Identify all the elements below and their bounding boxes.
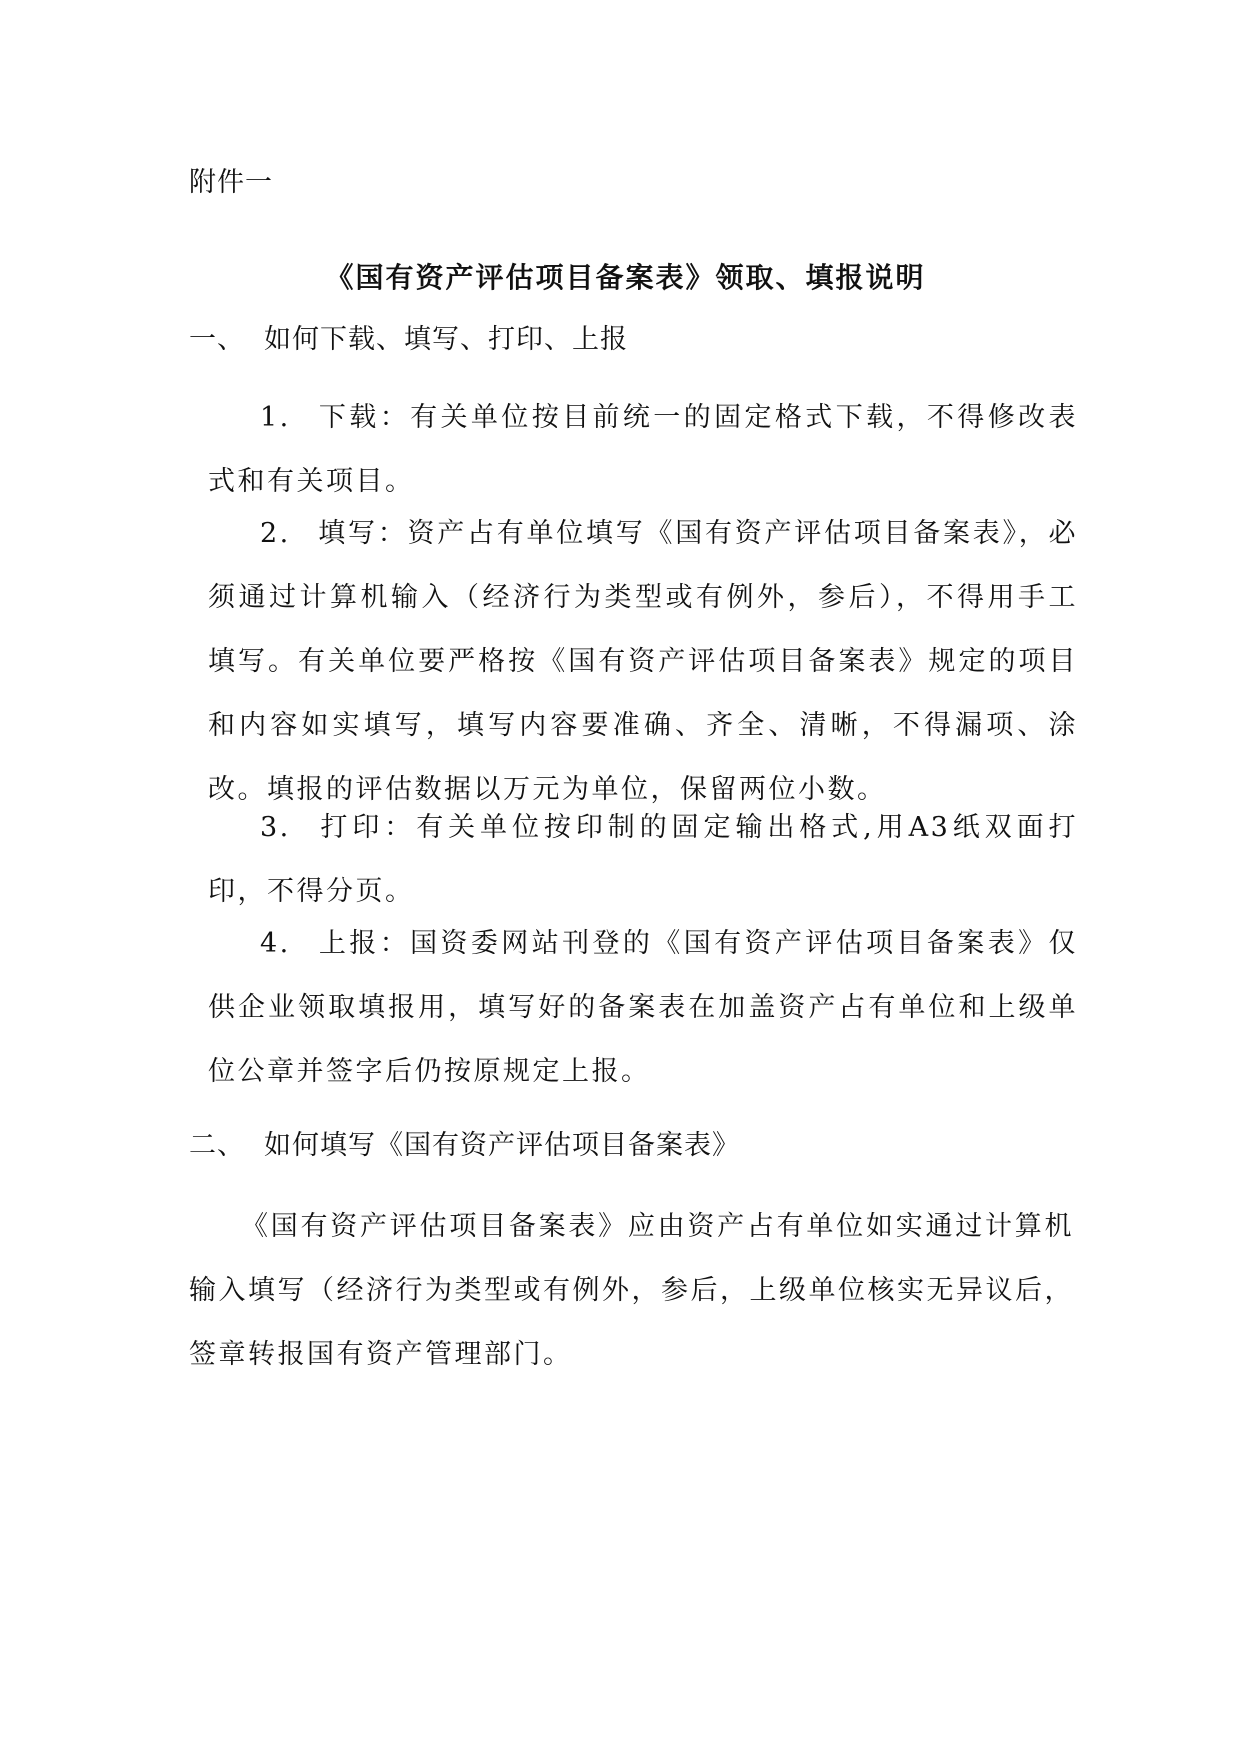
section-2-number: 二、: [189, 1130, 245, 1161]
section-1-item-3: [208, 796, 1078, 924]
section-1-item-2: [208, 502, 1078, 822]
section-2-heading: [189, 1123, 740, 1162]
section-1-title: 如何下载、填写、打印、上报: [264, 324, 628, 355]
section-1-heading: [189, 317, 628, 356]
attachment-label: 附件一: [189, 167, 273, 198]
item-4-number: 4.: [260, 928, 291, 959]
item-4-text: 上报：国资委网站刊登的《国有资产评估项目备案表》仅供企业领取填报用，填写好的备案表在加盖资产占有单位和上级单位公章并签字后仍按原规定上报。: [208, 928, 1078, 1087]
item-2-number: 2.: [260, 518, 291, 549]
document-title: 《国有资产评估项目备案表》领取、填报说明: [325, 261, 926, 294]
item-1-number: 1.: [260, 402, 291, 433]
item-2-text: 填写：资产占有单位填写《国有资产评估项目备案表》，必须通过计算机输入（经济行为类型或有例外，参后），不得用手工填写。有关单位要严格按《国有资产评估项目备案表》规定的项目和内容如实填写，填写内容要准确、齐全、清晰，不得漏项、涂改。填报的评估数据以万元为单位，保留两位小数。: [208, 518, 1078, 805]
item-1-text: 下载：有关单位按目前统一的固定格式下载，不得修改表式和有关项目。: [208, 402, 1078, 497]
section-1-item-4: [208, 912, 1078, 1104]
item-3-number: 3.: [260, 812, 291, 843]
section-1-number: 一、: [189, 324, 245, 355]
section-1-item-1: [208, 386, 1078, 514]
item-3-text: 打印：有关单位按印制的固定输出格式,用A3纸双面打印，不得分页。: [208, 812, 1078, 907]
section-2-paragraph: 《国有资产评估项目备案表》应由资产占有单位如实通过计算机输入填写（经济行为类型或有例外，参后，上级单位核实无异议后，签章转报国有资产管理部门。: [189, 1211, 1074, 1370]
section-2-title: 如何填写《国有资产评估项目备案表》: [264, 1130, 740, 1161]
